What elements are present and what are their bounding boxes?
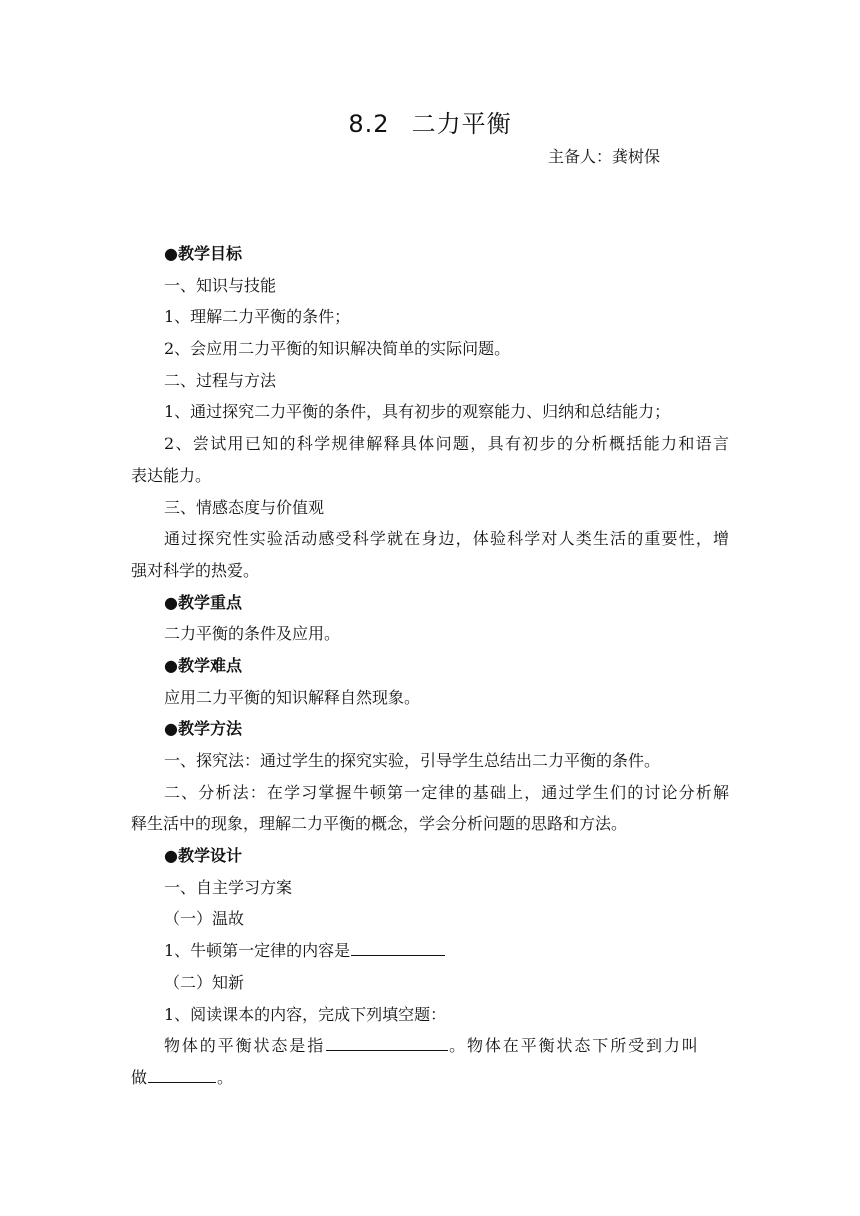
paragraph: 二、过程与方法 <box>164 370 277 390</box>
fill-in-blank <box>351 941 445 956</box>
paragraph-with-blank <box>131 935 729 967</box>
paragraph: 一、探究法：通过学生的探究实验，引导学生总结出二力平衡的条件。 <box>164 751 661 770</box>
paragraph: 强对科学的热爱。 <box>131 560 260 580</box>
paragraph-with-blank <box>131 1030 729 1062</box>
paragraph: 应用二力平衡的知识解释自然现象。 <box>164 687 421 707</box>
paragraph: （一）温故 <box>164 909 245 929</box>
question-text: 。 <box>217 1067 234 1087</box>
author-line: 主备人：龚树保 <box>548 147 661 166</box>
paragraph: 一、自主学习方案 <box>164 877 293 897</box>
paragraph: 表达能力。 <box>131 465 212 485</box>
section-heading-methods: ●教学方法 <box>164 719 242 739</box>
paragraph: 释生活中的现象，理解二力平衡的概念，学会分析问题的思路和方法。 <box>131 814 628 834</box>
document-body <box>131 238 729 1094</box>
paragraph: 1、理解二力平衡的条件； <box>164 307 351 327</box>
paragraph: 2、尝试用已知的科学规律解释具体问题，具有初步的分析概括能力和语言 <box>164 434 729 454</box>
section-number: 8.2 <box>348 110 390 138</box>
paragraph: 一、知识与技能 <box>164 275 277 295</box>
question-text: 做 <box>131 1067 148 1087</box>
paragraph: 二力平衡的条件及应用。 <box>164 624 341 644</box>
section-heading-difficulties: ●教学难点 <box>164 655 242 675</box>
question-text: 1、牛顿第一定律的内容是 <box>164 941 351 961</box>
section-heading-key-points: ●教学重点 <box>164 592 242 612</box>
paragraph: （二）知新 <box>164 972 245 992</box>
section-heading-objectives: ●教学目标 <box>164 244 242 263</box>
paragraph: 1、通过探究二力平衡的条件，具有初步的观察能力、归纳和总结能力； <box>164 402 671 422</box>
title-text: 二力平衡 <box>411 110 512 138</box>
paragraph: 通过探究性实验活动感受科学就在身边，体验科学对人类生活的重要性，增 <box>164 529 729 549</box>
paragraph: 1、阅读课本的内容，完成下列填空题： <box>164 1004 447 1024</box>
page-title <box>0 104 860 139</box>
paragraph: 二、分析法：在学习掌握牛顿第一定律的基础上，通过学生们的讨论分析解 <box>164 782 729 802</box>
paragraph-with-blank <box>131 1062 729 1094</box>
section-heading-design: ●教学设计 <box>164 846 242 866</box>
question-text: 。物体在平衡状态下所受到力叫 <box>449 1036 700 1056</box>
paragraph: 2、会应用二力平衡的知识解决简单的实际问题。 <box>164 339 511 359</box>
fill-in-blank <box>326 1036 448 1051</box>
fill-in-blank <box>148 1068 216 1083</box>
question-text: 物体的平衡状态是指 <box>164 1036 326 1056</box>
paragraph: 三、情感态度与价值观 <box>164 497 325 517</box>
